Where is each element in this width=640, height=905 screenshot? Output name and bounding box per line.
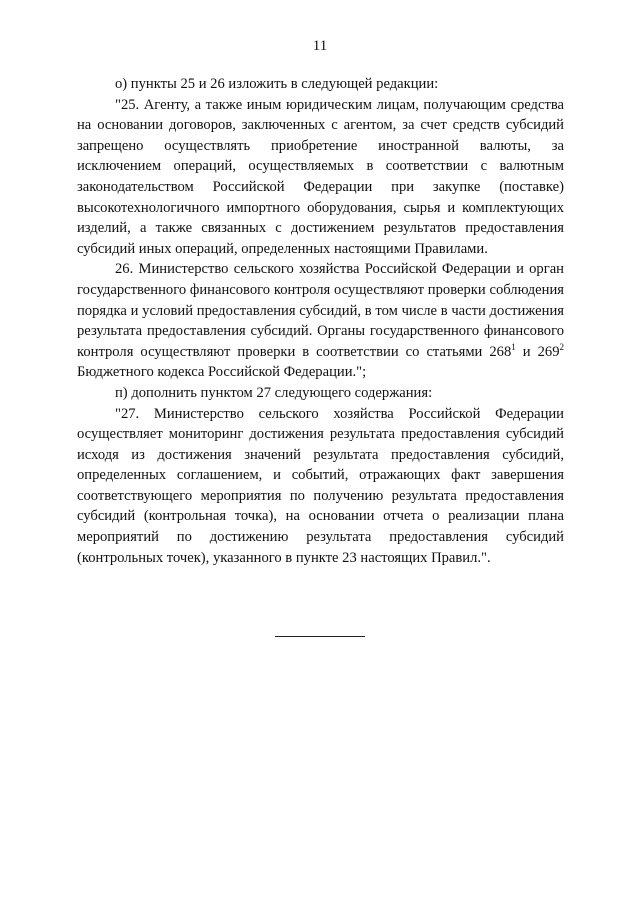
point-26-text-b: и 269 xyxy=(515,343,560,360)
paragraph-point-26 xyxy=(77,259,564,383)
paragraph-amendment-p: п) дополнить пунктом 27 следующего содержания: xyxy=(115,384,433,401)
paragraph-point-25: "25. Агенту, а также иным юридическим лицам, получающим средства на основании договоров, заключенных с агентом, за счет средств субсидий запрещено осуществлять приобретение иностранной валюты, за исключением операций, осуществляемых в соответствии с валютным законодательством Российской Федерации при закупке (поставке) высокотехнологичного импортного оборудования, сырья и комплектующих изделий, а также связанных с достижением результатов предоставления субсидий иных операций, определенных настоящими Правилами. xyxy=(77,96,564,257)
point-26-text-c: Бюджетного кодекса Российской Федерации."; xyxy=(77,364,367,381)
paragraph-amendment-o: о) пункты 25 и 26 изложить в следующей редакции: xyxy=(115,76,439,92)
superscript-1: 1 xyxy=(511,341,516,352)
closing-divider-line xyxy=(275,636,365,637)
page-number: 11 xyxy=(312,38,328,54)
superscript-2: 2 xyxy=(559,341,565,352)
paragraph-point-27: "27. Министерство сельского хозяйства Российской Федерации осуществляет мониторинг достижения результата предоставления субсидий исходя из достижения значений результата предоставления субсидий, определенных соглашением, и событий, отражающих факт завершения соответствующего мероприятия по получению результата предоставления субсидий (контрольная точка), на основании отчета о реализации плана мероприятий по достижению результата предоставления субсидий (контрольных точек), указанного в пункте 23 настоящих Правил.". xyxy=(77,405,564,566)
point-26-text-a: 26. Министерство сельского хозяйства Российской Федерации и орган государственного финансового контроля осуществляют проверки соблюдения порядка и условий предоставления субсидий, в том числе в части достижения результата предоставления субсидий. Органы государственного финансового контроля осуществляют проверки в соответствии со статьями 268 xyxy=(77,261,564,360)
document-body xyxy=(77,74,564,568)
